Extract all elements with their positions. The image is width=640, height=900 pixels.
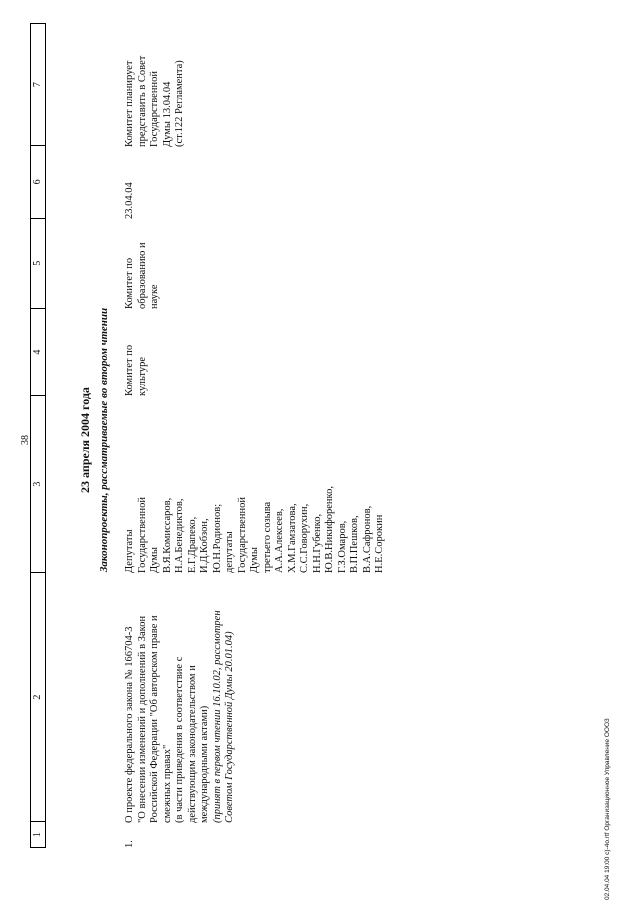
bill-description	[124, 573, 387, 823]
description-line: международными актами)	[199, 705, 210, 823]
author-line: Ю.В.Никифоренко,	[324, 486, 335, 573]
column-number-5: 5	[31, 218, 45, 308]
author-line: третьего созыва	[261, 501, 273, 573]
date-heading: 23 апреля 2004 года	[78, 387, 92, 493]
author-line: Думы	[249, 547, 260, 573]
note-line: (ст.122 Регламента)	[174, 60, 185, 147]
column-number-header	[30, 23, 46, 848]
committee-line: Комитет по	[124, 344, 135, 396]
author-line: депутаты	[224, 531, 235, 573]
note-line: представить в Совет	[136, 55, 148, 147]
author-line: Ю.Н.Родионов;	[211, 503, 223, 573]
author-line: Н.Е.Сорокин	[374, 514, 385, 573]
author-line: Государственной	[236, 497, 248, 573]
description-line: действующим законодательством и	[186, 665, 198, 823]
author-line: Е.Г.Драпеко,	[186, 516, 198, 573]
description-status-line: Советом Государственной Думы 20.01.04)	[224, 631, 235, 823]
author-line: Депутаты	[124, 529, 135, 573]
description-status-line: (принят в первом чтении 16.10.02, рассмотрен	[211, 610, 223, 823]
footer-file-info: 02.04.04 19:00 с)-4о.rtf Организационное Управление ООО3	[604, 718, 611, 900]
author-line: Государственной	[136, 497, 148, 573]
co-committee-line: Комитет по	[124, 257, 135, 309]
bill-authors	[124, 396, 387, 573]
co-executor-committee	[124, 219, 387, 309]
author-line: С.С.Говорухин,	[299, 503, 310, 573]
author-line: В.П.Пешков,	[349, 515, 360, 573]
description-line: "О внесении изменений и дополнений в Закон	[136, 615, 148, 823]
review-date: 23.04.04	[124, 182, 135, 219]
author-line: Думы	[149, 547, 160, 573]
section-heading: Законопроекты, рассматриваемые во втором чтении	[98, 307, 110, 573]
column-number-4: 4	[31, 308, 45, 395]
page-number: 38	[20, 435, 31, 445]
co-committee-line: образованию и	[136, 242, 148, 309]
committee-note	[124, 25, 387, 147]
note-line: Комитет планирует	[124, 60, 135, 147]
author-line: Г.З.Омаров,	[336, 520, 348, 573]
column-number-1: 1	[31, 821, 45, 847]
description-line: смежных правах"	[161, 744, 173, 823]
author-line: И.Д.Кобзон,	[199, 518, 210, 573]
author-line: В.А.Сафронов,	[361, 505, 373, 573]
note-line: Государственной	[149, 71, 160, 147]
author-line: Х.М.Гамзатова,	[286, 503, 298, 573]
column-number-7: 7	[32, 82, 43, 88]
table-row	[124, 25, 387, 848]
author-line: А.А.Алексеев,	[274, 508, 285, 573]
author-line: В.Я.Комиссаров,	[161, 497, 173, 573]
description-line: Российской Федерации "Об авторском праве и	[149, 615, 160, 823]
author-line: Н.А.Бенедиктов,	[174, 498, 185, 573]
responsible-committee	[124, 309, 387, 396]
note-line: Думы 13.04.04	[161, 81, 173, 147]
row-number: 1.	[124, 840, 135, 848]
author-line: Н.Н.Губенко,	[311, 513, 323, 573]
description-line: О проекте федерального закона № 166704-3	[124, 626, 135, 823]
column-number-3: 3	[31, 395, 45, 572]
column-number-2: 2	[31, 572, 45, 821]
description-line: (в части приведения в соответствие с	[174, 656, 185, 823]
committee-line: культуре	[136, 357, 148, 396]
co-committee-line: науке	[149, 284, 160, 309]
column-number-6: 6	[31, 145, 45, 217]
